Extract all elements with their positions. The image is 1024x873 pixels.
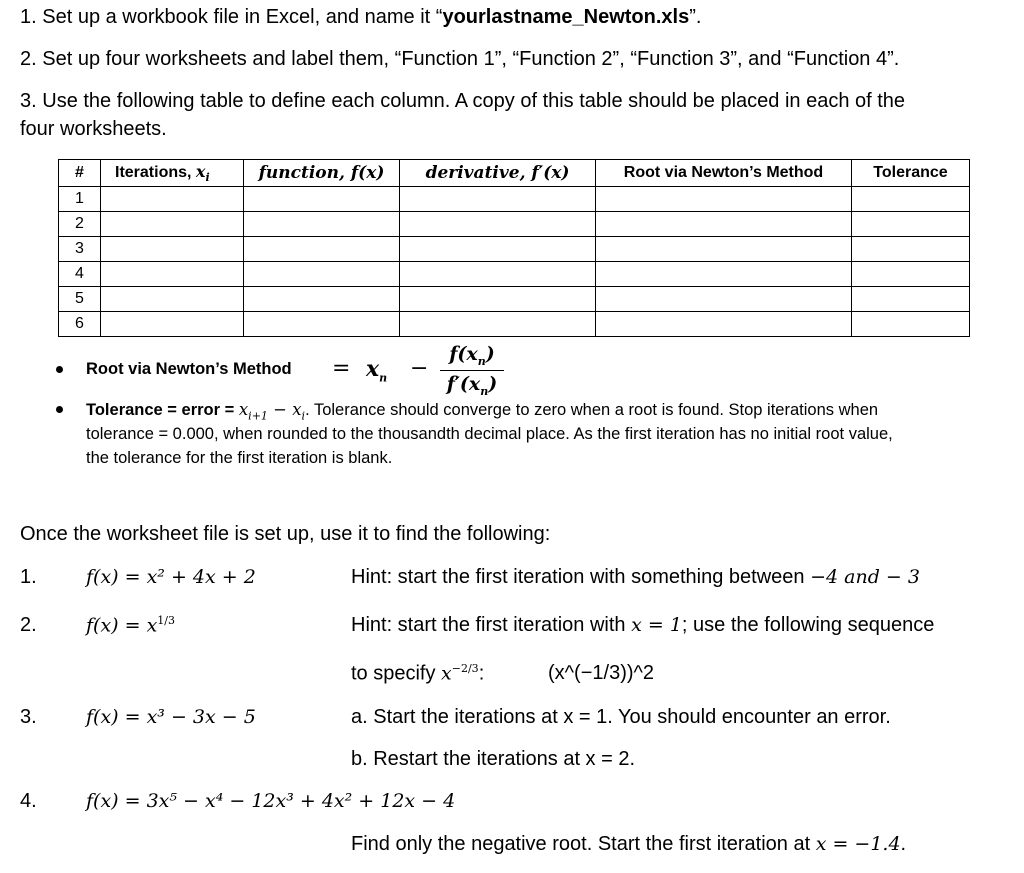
header-iterations-var: x	[195, 161, 206, 181]
table-header-row	[59, 160, 970, 187]
table-cell	[400, 287, 596, 312]
newton-xn-sub: n	[379, 371, 388, 385]
table-cell	[596, 287, 852, 312]
table-row	[59, 312, 970, 337]
newton-fraction	[440, 343, 504, 398]
table-cell	[101, 212, 244, 237]
problem-2-function-exp: 1/3	[157, 614, 175, 627]
newton-numerator	[440, 343, 504, 368]
problem-1-hint-text: Hint: start the first iteration with something between	[351, 566, 811, 588]
step-3-text: Use the following table to define each column. A copy of this table should be placed in each of the	[42, 90, 906, 112]
table-cell	[400, 312, 596, 337]
problem-2-number: 2.	[20, 614, 37, 636]
bullet-dot	[56, 406, 63, 413]
step-1-text: Set up a workbook file in Excel, and name it “	[42, 6, 443, 28]
table-cell	[101, 187, 244, 212]
problem-4-number: 4.	[20, 790, 37, 812]
newton-equals: =	[332, 356, 351, 381]
header-derivative-label: derivative, f′(x)	[425, 163, 570, 183]
table-cell	[101, 237, 244, 262]
denominator-sub: n	[480, 384, 489, 398]
table-cell	[852, 287, 970, 312]
newton-xn-var: x	[366, 356, 380, 382]
row-number: 5	[59, 287, 101, 312]
problem-1-hint	[351, 566, 920, 589]
problem-2-hint	[351, 614, 934, 637]
tolerance-minus: −	[267, 400, 293, 419]
numerator-sub: n	[477, 354, 486, 368]
bullet-dot	[56, 366, 63, 373]
problem-1-hint-range: −4 and − 3	[810, 566, 920, 588]
table-cell	[101, 312, 244, 337]
tolerance-line-3: the tolerance for the first iteration is blank.	[86, 449, 393, 467]
table-cell	[852, 262, 970, 287]
problem-3-function: f(x) = x³ − 3x − 5	[86, 706, 256, 728]
workbook-filename: yourlastname_Newton.xls	[442, 6, 690, 28]
table-cell	[244, 287, 400, 312]
problem-2-exp: −2/3	[451, 662, 479, 675]
table-cell	[244, 262, 400, 287]
tolerance-rest: . Tolerance should converge to zero when a root is found. Stop iterations when	[305, 401, 879, 419]
row-number: 2	[59, 212, 101, 237]
table-row	[59, 287, 970, 312]
table-cell	[244, 237, 400, 262]
table-cell	[596, 312, 852, 337]
problem-2-function	[86, 614, 175, 636]
table-cell	[244, 312, 400, 337]
newton-xn	[366, 356, 387, 384]
tolerance-x1: x	[238, 400, 249, 419]
table-cell	[400, 237, 596, 262]
tolerance-x2: x	[292, 400, 302, 419]
numerator-text: f(x	[449, 343, 478, 365]
table-cell	[852, 187, 970, 212]
problem-2-var: x	[441, 662, 452, 685]
step-1-number: 1.	[20, 6, 37, 28]
step-3-line2: four worksheets.	[20, 118, 167, 140]
numerator-close: )	[485, 343, 495, 365]
problem-2-hint-text: Hint: start the first iteration with	[351, 614, 632, 636]
newton-denominator	[440, 373, 504, 398]
fraction-bar	[440, 370, 504, 371]
table-cell	[852, 237, 970, 262]
header-function-label: function, f(x)	[258, 163, 385, 183]
table-cell	[596, 237, 852, 262]
table-cell	[101, 262, 244, 287]
header-function	[244, 160, 400, 187]
problem-2-hint-start: x = 1	[631, 614, 682, 636]
table-cell	[852, 312, 970, 337]
table-cell	[596, 187, 852, 212]
row-number: 4	[59, 262, 101, 287]
table-row	[59, 262, 970, 287]
table-row	[59, 212, 970, 237]
header-iterations-sub: i	[205, 171, 210, 185]
newton-minus: −	[410, 356, 429, 381]
step-2-text: Set up four worksheets and label them, “Function 1”, “Function 2”, “Function 3”, and “Function 4”.	[42, 48, 900, 70]
table-cell	[852, 212, 970, 237]
problem-2-colon: :	[478, 662, 485, 685]
header-root: Root via Newton’s Method	[596, 160, 852, 187]
header-iterations	[101, 160, 244, 187]
table-row	[59, 237, 970, 262]
problem-2-excel-formula: (x^(−1/3))^2	[548, 662, 655, 684]
row-number: 3	[59, 237, 101, 262]
problem-4-note-text: Find only the negative root. Start the first iteration at	[351, 833, 816, 855]
step-3	[20, 90, 905, 113]
table-cell	[244, 187, 400, 212]
header-number: #	[59, 160, 101, 187]
problem-3-step-b: b. Restart the iterations at x = 2.	[351, 748, 636, 770]
problem-3-step-a: a. Start the iterations at x = 1. You should encounter an error.	[351, 706, 891, 728]
problem-4-note	[351, 833, 906, 856]
table-cell	[400, 187, 596, 212]
header-derivative	[400, 160, 596, 187]
problem-3-number: 3.	[20, 706, 37, 728]
denominator-text: f′(x	[446, 372, 481, 395]
header-tolerance: Tolerance	[852, 160, 970, 187]
section-intro: Once the worksheet file is set up, use it to find the following:	[20, 523, 551, 545]
problem-2-hint-end: ; use the following sequence	[681, 614, 935, 636]
problem-2-line2	[351, 662, 484, 686]
problem-4-period: .	[900, 833, 907, 855]
tolerance-line-1	[86, 400, 878, 422]
header-iterations-label: Iterations,	[115, 163, 196, 181]
problem-2-function-base: f(x) = x	[86, 614, 158, 637]
table-cell	[596, 262, 852, 287]
row-number: 1	[59, 187, 101, 212]
tolerance-line-2: tolerance = 0.000, when rounded to the thousandth decimal place. As the first iteration has no initial root value,	[86, 425, 893, 443]
iteration-table	[58, 159, 970, 337]
newton-formula-label: Root via Newton’s Method	[86, 360, 292, 378]
denominator-close: )	[488, 372, 498, 395]
row-number: 6	[59, 312, 101, 337]
step-2	[20, 48, 899, 71]
problem-1-number: 1.	[20, 566, 37, 588]
table-cell	[400, 262, 596, 287]
problem-2-specify: to specify	[351, 662, 442, 685]
problem-4-function: f(x) = 3x⁵ − x⁴ − 12x³ + 4x² + 12x − 4	[86, 790, 456, 812]
step-2-number: 2.	[20, 48, 37, 70]
tolerance-x1-sub: i+1	[248, 409, 268, 423]
tolerance-label: Tolerance = error =	[86, 401, 239, 419]
table-cell	[244, 212, 400, 237]
table-row	[59, 187, 970, 212]
step-3-number: 3.	[20, 90, 37, 112]
step-1-end: ”.	[689, 6, 702, 28]
table-cell	[101, 287, 244, 312]
step-1	[20, 6, 701, 29]
problem-4-start: x = −1.4	[815, 833, 901, 855]
table-cell	[400, 212, 596, 237]
tolerance-x2-sub: i	[301, 409, 306, 423]
problem-1-function: f(x) = x² + 4x + 2	[86, 566, 256, 588]
table-cell	[596, 212, 852, 237]
